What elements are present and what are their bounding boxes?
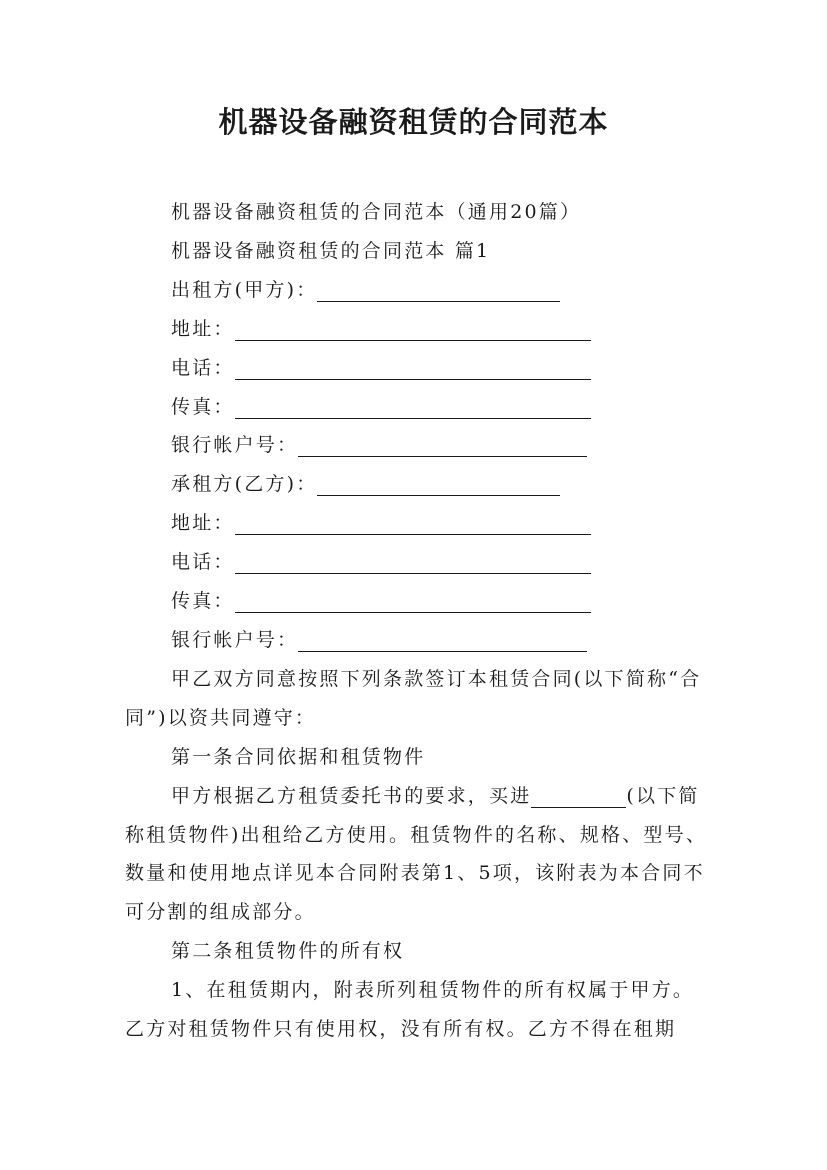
lessor-fax-row	[125, 388, 710, 427]
intro-paragraph: 甲乙双方同意按照下列条款签订本租赁合同(以下简称“合同”)以资共同遵守：	[125, 667, 702, 729]
document-title: 机器设备融资租赁的合同范本	[218, 105, 609, 139]
lessee-address-row	[125, 504, 710, 543]
leased-item-blank	[531, 783, 626, 808]
lessee-fax-row	[125, 582, 710, 621]
article2-item1: 1、在租赁期内，附表所列租赁物件的所有权属于甲方。乙方对租赁物件只有使用权，没有所有权。乙方不得在租期	[125, 979, 695, 1041]
lessee-phone-label: 电话：	[171, 551, 235, 574]
lessee-label: 承租方(乙方)：	[171, 473, 318, 496]
article1-heading: 第一条合同依据和租赁物件	[171, 745, 426, 768]
lessee-address-label: 地址：	[171, 512, 235, 535]
lessor-bank-label: 银行帐户号：	[171, 434, 299, 457]
lessor-fax-blank	[235, 394, 591, 419]
lessor-phone-row	[125, 349, 710, 388]
lessor-address-blank	[235, 316, 591, 341]
lessor-address-label: 地址：	[171, 317, 235, 340]
lessor-address-row	[125, 310, 710, 349]
lessee-name-blank	[317, 471, 560, 496]
lessee-fax-blank	[235, 588, 591, 613]
lessee-phone-blank	[235, 549, 591, 574]
lessee-phone-row	[125, 543, 710, 582]
lessee-bank-label: 银行帐户号：	[171, 628, 299, 651]
lessor-bank-row	[125, 426, 710, 465]
article1-text-after: (以下简称租赁物件)出租给乙方使用。租赁物件的名称、规格、型号、数量和使用地点详见本合同附表第1、5项，该附表为本合同不可分割的组成部分。	[125, 784, 708, 924]
lessor-name-row	[125, 271, 710, 310]
article1-paragraph	[125, 777, 710, 933]
document-body	[125, 193, 710, 1049]
lessee-bank-row	[125, 621, 710, 660]
lessor-name-blank	[317, 277, 560, 302]
lessor-phone-label: 电话：	[171, 356, 235, 379]
lessor-label: 出租方(甲方)：	[171, 278, 318, 301]
lessor-phone-blank	[235, 355, 591, 380]
article2-heading: 第二条租赁物件的所有权	[171, 940, 405, 963]
lessee-address-blank	[235, 510, 591, 535]
lessee-fax-label: 传真：	[171, 590, 235, 613]
section-heading: 机器设备融资租赁的合同范本 篇1	[171, 239, 491, 262]
lessee-name-row	[125, 465, 710, 504]
article1-text-before: 甲方根据乙方租赁委托书的要求，买进	[171, 784, 532, 807]
lessor-bank-blank	[298, 432, 587, 457]
lessee-bank-blank	[298, 627, 587, 652]
document-subtitle: 机器设备融资租赁的合同范本（通用20篇）	[171, 201, 582, 223]
lessor-fax-label: 传真：	[171, 395, 235, 418]
